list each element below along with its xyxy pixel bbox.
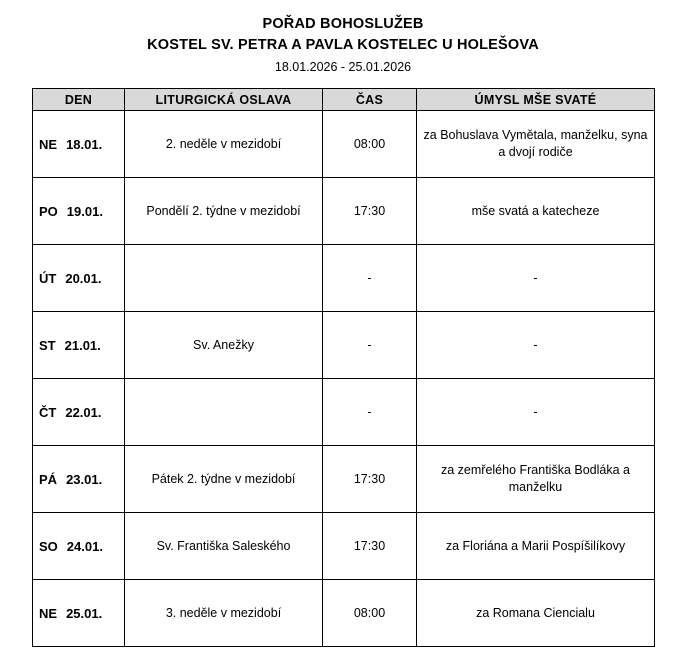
table-row [33, 178, 655, 245]
cell-day [33, 513, 125, 580]
cell-liturgy: 2. neděle v mezidobí [125, 111, 323, 178]
day-date: 23.01. [66, 471, 103, 487]
day-abbreviation: SO [39, 538, 58, 554]
table-header-row [33, 89, 655, 111]
cell-liturgy: Pondělí 2. týdne v mezidobí [125, 178, 323, 245]
table-body [33, 111, 655, 647]
table-row [33, 312, 655, 379]
cell-time: 08:00 [323, 111, 417, 178]
day-date: 25.01. [66, 605, 103, 621]
cell-time: 08:00 [323, 580, 417, 647]
column-header-time: ČAS [323, 89, 417, 111]
cell-time: 17:30 [323, 178, 417, 245]
cell-liturgy: 3. neděle v mezidobí [125, 580, 323, 647]
cell-day [33, 446, 125, 513]
day-abbreviation: ČT [39, 404, 57, 420]
table-row [33, 446, 655, 513]
column-header-day: DEN [33, 89, 125, 111]
cell-time: 17:30 [323, 513, 417, 580]
day-date: 21.01. [64, 337, 101, 353]
schedule-table [32, 88, 655, 647]
title-line-1: POŘAD BOHOSLUŽEB [262, 16, 424, 32]
cell-day [33, 111, 125, 178]
table-row [33, 245, 655, 312]
day-abbreviation: ST [39, 337, 56, 353]
cell-intention: za Bohuslava Vymětala, manželku, syna a dvojí rodiče [417, 111, 655, 178]
day-abbreviation: NE [39, 136, 58, 152]
schedule-table-wrapper [32, 88, 654, 647]
cell-day [33, 580, 125, 647]
table-row [33, 379, 655, 446]
table-row [33, 513, 655, 580]
table-row [33, 580, 655, 647]
cell-day [33, 178, 125, 245]
title-line-2: KOSTEL SV. PETRA A PAVLA KOSTELEC U HOLEŠOVA [147, 37, 539, 53]
day-abbreviation: PÁ [39, 471, 58, 487]
cell-liturgy: Pátek 2. týdne v mezidobí [125, 446, 323, 513]
document-header [0, 0, 686, 76]
cell-intention: - [417, 379, 655, 446]
cell-time: 17:30 [323, 446, 417, 513]
day-abbreviation: NE [39, 605, 58, 621]
cell-intention: za Floriána a Marii Pospíšilíkovy [417, 513, 655, 580]
table-row [33, 111, 655, 178]
cell-intention: za Romana Ciencialu [417, 580, 655, 647]
cell-day [33, 379, 125, 446]
cell-time: - [323, 245, 417, 312]
cell-time: - [323, 312, 417, 379]
day-date: 20.01. [65, 270, 102, 286]
cell-intention: - [417, 312, 655, 379]
cell-liturgy: Sv. Františka Saleského [125, 513, 323, 580]
date-range: 18.01.2026 - 25.01.2026 [274, 60, 412, 74]
cell-intention: za zemřelého Františka Bodláka a manželku [417, 446, 655, 513]
cell-liturgy [125, 245, 323, 312]
day-date: 19.01. [66, 203, 103, 219]
day-abbreviation: PO [39, 203, 58, 219]
day-date: 24.01. [66, 538, 103, 554]
cell-liturgy: Sv. Anežky [125, 312, 323, 379]
cell-day [33, 312, 125, 379]
cell-day [33, 245, 125, 312]
table-header-row-group [33, 89, 655, 111]
cell-intention: - [417, 245, 655, 312]
cell-time: - [323, 379, 417, 446]
cell-liturgy [125, 379, 323, 446]
day-abbreviation: ÚT [39, 270, 57, 286]
column-header-liturgy: LITURGICKÁ OSLAVA [125, 89, 323, 111]
day-date: 18.01. [66, 136, 103, 152]
day-date: 22.01. [65, 404, 102, 420]
column-header-intention: ÚMYSL MŠE SVATÉ [417, 89, 655, 111]
cell-intention: mše svatá a katecheze [417, 178, 655, 245]
